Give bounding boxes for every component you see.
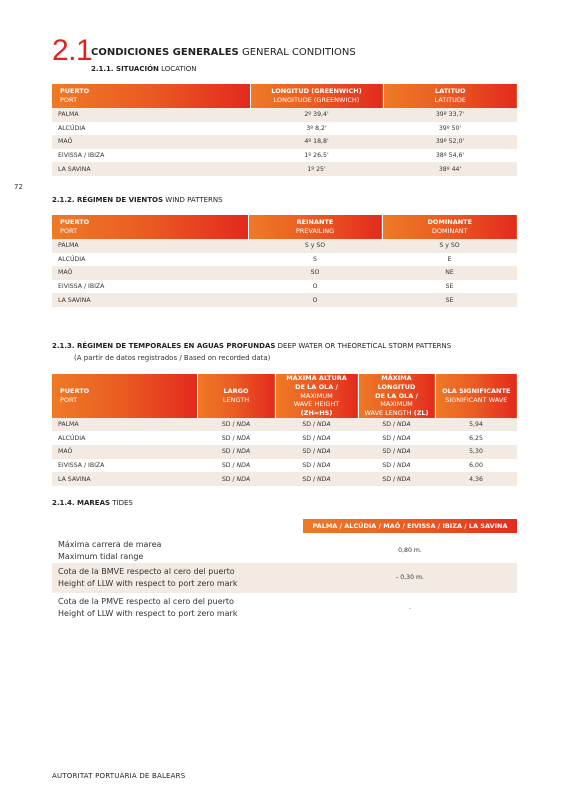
temporales-table (52, 374, 517, 486)
section-title-es: CONDICIONES GENERALES (91, 47, 239, 58)
table-row: EIVISSA / IBIZA 1º 26,5' 38º 54,6' (58, 152, 465, 160)
mareas-row-max-range (52, 536, 517, 566)
mareas-row-label: Cota de la PMVE respecto al cero del puerto Height of LLW with respect to port zero mark (58, 597, 238, 618)
temporales-header-row (52, 374, 517, 418)
mareas-column-header: PALMA / ALCÚDIA / MAÓ / EIVISSA / IBIZA / LA SAVINA (303, 519, 517, 533)
footer-publisher: AUTORITAT PORTUÀRIA DE BALEARS (52, 772, 186, 780)
table-row: LA SAVINA SD / NDA SD / NDA SD / NDA 4,36 (52, 472, 517, 486)
temporales-col-port: PUERTO PORT (52, 374, 197, 418)
situacion-heading (91, 65, 197, 73)
vientos-col-port: PUERTO PORT (52, 215, 248, 239)
mareas-row-value: . (409, 604, 411, 611)
table-row: PALMA S y SO S y SO (52, 239, 517, 253)
table-row: MAÓ SD / NDA SD / NDA SD / NDA 5,30 (52, 445, 517, 459)
situacion-header-row (52, 84, 517, 108)
mareas-row-label: Cota de la BMVE respecto al cero del puerto Height of LLW with respect to port zero mark (58, 567, 238, 588)
mareas-row-label: Máxima carrera de marea Maximum tidal range (58, 540, 162, 561)
vientos-heading-es: 2.1.2. RÉGIMEN DE VIENTOS (52, 196, 164, 204)
temporales-note: (A partir de datos registrados / Based on recorded data) (74, 354, 271, 362)
mareas-heading (52, 499, 133, 507)
vientos-table (52, 215, 517, 307)
mareas-heading-es: 2.1.4. MAREAS (52, 499, 111, 507)
section-title (91, 47, 356, 58)
mareas-row-pmve (52, 593, 517, 623)
situacion-col-longitude: LONGITUD (GREENWICH) LONGITUDE (GREENWICH) (250, 84, 383, 108)
situacion-heading-en: LOCATION (161, 65, 197, 73)
vientos-heading-en: WIND PATTERNS (165, 196, 223, 204)
situacion-table (52, 84, 517, 176)
table-row: MAÓ 4º 18,8' 39º 52,0' (52, 135, 517, 149)
section-number: 2.1 (52, 34, 93, 67)
table-row: MAÓ SO NE (52, 266, 517, 280)
table-row: ALCÚDIA S E (58, 255, 452, 263)
temporales-col-max-length: MÁXIMA LONGITUD DE LA OLA / MAXIMUM WAVE LENGTH (ZL) (358, 374, 435, 418)
table-row: PALMA SD / NDA SD / NDA SD / NDA 5,94 (52, 418, 517, 432)
temporales-heading-es: 2.1.3. RÉGIMEN DE TEMPORALES EN AGUAS PROFUNDAS (52, 342, 276, 350)
table-row: EIVISSA / IBIZA SD / NDA SD / NDA SD / NDA 6,00 (58, 461, 483, 469)
mareas-row-value: - 0,30 m. (396, 574, 424, 581)
temporales-heading-en: DEEP WATER OR THEORETICAL STORM PATTERNS (277, 342, 452, 350)
mareas-row-bmve (52, 563, 517, 593)
situacion-heading-es: 2.1.1. SITUACIÓN (91, 65, 159, 73)
section-title-en: GENERAL CONDITIONS (241, 47, 356, 58)
table-row: LA SAVINA 1º 25' 38º 44' (52, 162, 517, 176)
temporales-heading (52, 342, 451, 350)
vientos-col-dominant: DOMINANTE DOMINANT (382, 215, 517, 239)
temporales-col-max-height: MÁXIMA ALTURA DE LA OLA / MAXIMUM WAVE HEIGHT (ZH=HS) (275, 374, 358, 418)
table-row: ALCÚDIA SD / NDA SD / NDA SD / NDA 6,25 (58, 434, 483, 442)
mareas-heading-en: TIDES (112, 499, 133, 507)
vientos-heading (52, 196, 223, 204)
table-row: ALCÚDIA 3º 8,2' 39º 50' (58, 124, 462, 132)
vientos-header-row (52, 215, 517, 239)
mareas-row-value: 0,80 m. (398, 547, 422, 554)
situacion-col-latitude: LATITUD LATITUDE (383, 84, 517, 108)
temporales-col-length: LARGO LENGTH (197, 374, 275, 418)
situacion-col-port: PUERTO PORT (52, 84, 250, 108)
table-row: PALMA 2º 39,4' 39º 33,7' (52, 108, 517, 122)
temporales-col-significant: OLA SIGNIFICANTE SIGNIFICANT WAVE (435, 374, 517, 418)
table-row: EIVISSA / IBIZA O SE (58, 283, 454, 291)
vientos-col-prevailing: REINANTE PREVAILING (248, 215, 382, 239)
page-number: 72 (14, 183, 23, 191)
table-row: LA SAVINA O SE (52, 293, 517, 307)
